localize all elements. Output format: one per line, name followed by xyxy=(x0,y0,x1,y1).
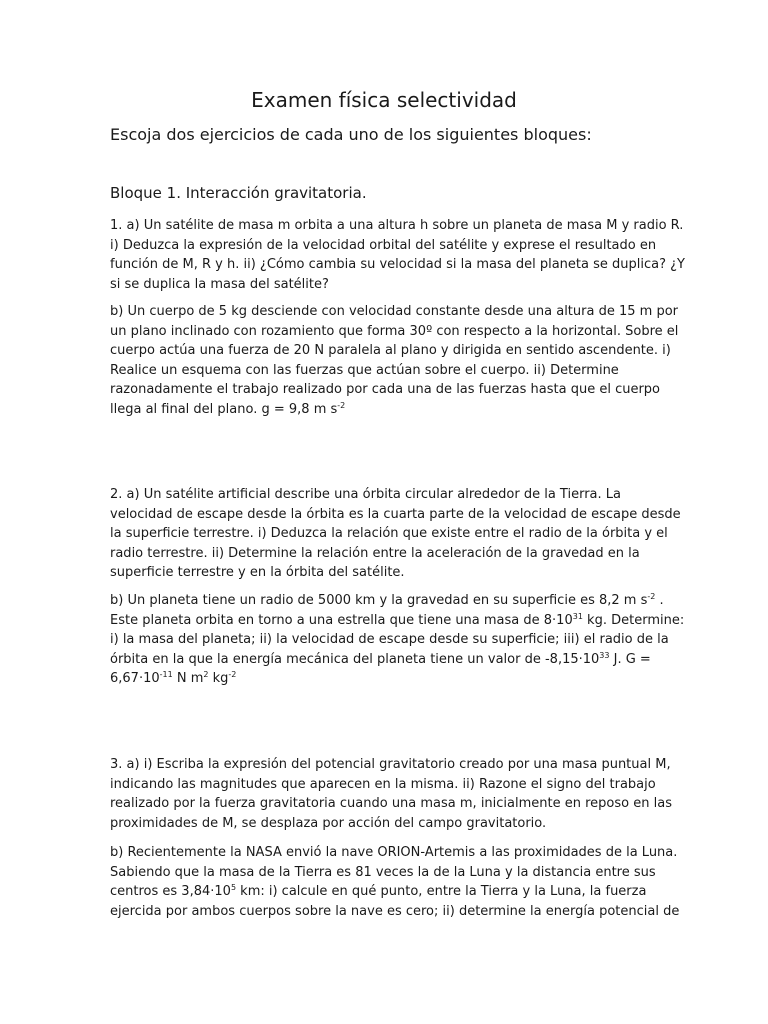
text-line: llega al final del plano. g = 9,8 m $s^{-2}$ xyxy=(110,400,346,417)
text-line: indicando las magnitudes que aparecen en la misma. ii) Razone el signo del trabajo xyxy=(110,776,656,792)
exercise-3a xyxy=(110,755,672,833)
instructions-text: Escoja dos ejercicios de cada uno de los siguientes bloques: xyxy=(110,125,592,144)
exercise-2a xyxy=(110,485,681,583)
text-line: Sabiendo que la masa de la Tierra es 81 veces la de la Luna y la distancia entre sus xyxy=(110,864,656,880)
text-line: un plano inclinado con rozamiento que forma 30º con respecto a la horizontal. Sobre el xyxy=(110,323,679,339)
text-line: función de M, R y h. ii) ¿Cómo cambia su velocidad si la masa del planeta se duplica? ¿Y xyxy=(110,257,685,272)
text-line: cuerpo actúa una fuerza de 20 N paralela al plano y dirigida en sentido ascendente. i) xyxy=(110,343,671,358)
text-line: b) Un cuerpo de 5 kg desciende con velocidad constante desde una altura de 15 m por xyxy=(110,304,678,319)
text-line: b) Un planeta tiene un radio de 5000 km y la gravedad en su superficie es 8,2 m $s^{-2}$ . xyxy=(110,592,664,608)
text-line: si se duplica la masa del satélite? xyxy=(110,276,329,292)
text-line: proximidades de M, se desplaza por acción del campo gravitatorio. xyxy=(110,815,547,831)
text-line: 3. a) i) Escriba la expresión del potencial gravitatorio creado por una masa puntual M, xyxy=(110,757,671,772)
text-line: $6,67\cdot 10^{-11}$ N $m^2$ $kg^{-2}$ xyxy=(110,670,237,686)
exercise-1b xyxy=(110,302,679,419)
block-heading: Bloque 1. Interacción gravitatoria. xyxy=(110,184,367,202)
text-line: velocidad de escape desde la órbita es la cuarta parte de la velocidad de escape desde xyxy=(110,506,681,522)
text-line: realizado por la fuerza gravitatoria cuando una masa m, inicialmente en reposo en las xyxy=(110,796,672,811)
text-line: Este planeta orbita en torno a una estrella que tiene una masa de $8\cdot 10^{31}$ kg. Determine: xyxy=(110,611,685,628)
text-line: 1. a) Un satélite de masa m orbita a una altura h sobre un planeta de masa M y radio R. xyxy=(110,218,684,233)
text-line: b) Recientemente la NASA envió la nave ORION-Artemis a las proximidades de la Luna. xyxy=(110,845,678,860)
text-line: centros es $3,84\cdot 10^5$ km: i) calcule en qué punto, entre la Tierra y la Luna, la fuerza xyxy=(110,883,647,899)
exercise-1a xyxy=(110,216,685,294)
exercise-3b xyxy=(110,843,680,921)
text-line: superficie terrestre y en la órbita del satélite. xyxy=(110,565,405,580)
text-line: radio terrestre. ii) Determine la relación entre la aceleración de la gravedad en la xyxy=(110,545,640,561)
text-line: i) la masa del planeta; ii) la velocidad de escape desde su superficie; iii) el radio de la xyxy=(110,632,669,647)
text-line: la superficie terrestre. i) Deduzca la relación que existe entre el radio de la órbita y el xyxy=(110,526,668,541)
text-line: i) Deduzca la expresión de la velocidad orbital del satélite y exprese el resultado en xyxy=(110,237,657,253)
text-line: razonadamente el trabajo realizado por cada una de las fuerzas hasta que el cuerpo xyxy=(110,382,660,397)
exercise-2b xyxy=(110,591,685,689)
text-line: ejercida por ambos cuerpos sobre la nave es cero; ii) determine la energía potencial de xyxy=(110,903,680,919)
page-title: Examen física selectividad xyxy=(251,88,517,112)
text-line: Realice un esquema con las fuerzas que actúan sobre el cuerpo. ii) Determine xyxy=(110,362,619,378)
text-line: 2. a) Un satélite artificial describe una órbita circular alrededor de la Tierra. La xyxy=(110,487,621,502)
text-line: órbita en la que la energía mecánica del planeta tiene un valor de $-8,15\cdot 10^{33}$ J. G = xyxy=(110,650,651,667)
